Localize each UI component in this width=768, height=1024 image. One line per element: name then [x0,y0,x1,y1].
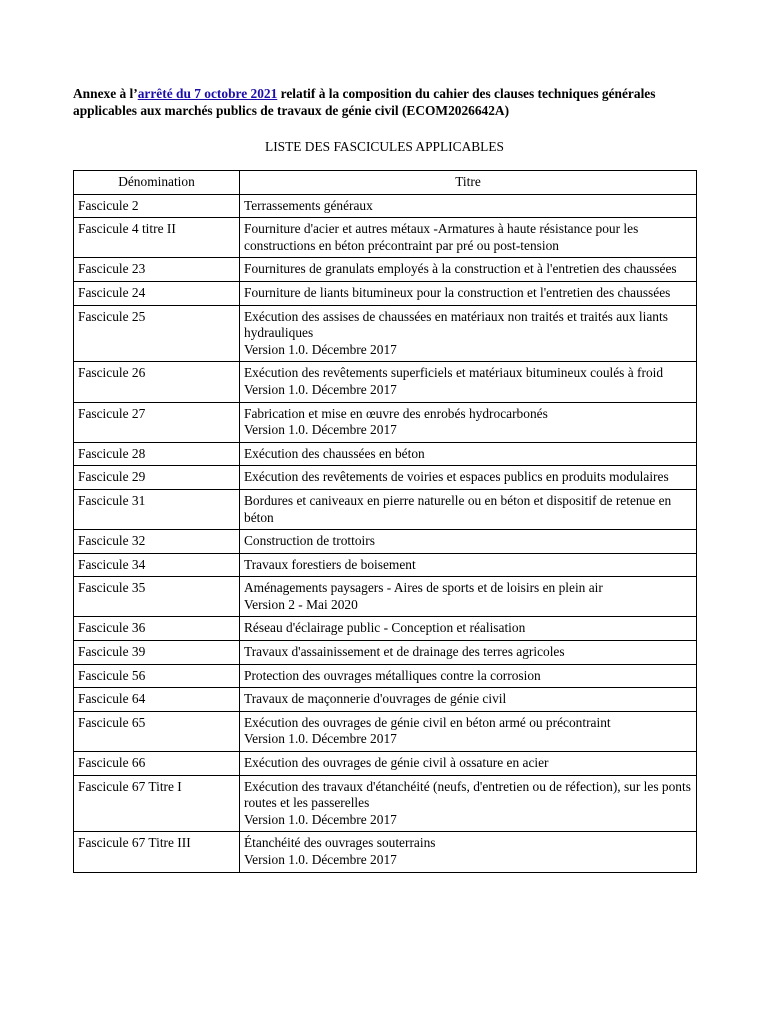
cell-titre [240,752,697,776]
cell-titre [240,832,697,872]
table-row [74,305,697,362]
cell-denomination: Fascicule 64 [74,688,240,712]
cell-denomination: Fascicule 32 [74,530,240,554]
fascicule-title: Aménagements paysagers - Aires de sports et de loisirs en plein air [244,580,603,596]
table-row [74,577,697,617]
table-row [74,466,697,490]
cell-denomination: Fascicule 26 [74,362,240,402]
cell-titre [240,641,697,665]
fascicule-title: Étanchéité des ouvrages souterrains [244,835,436,851]
cell-titre [240,577,697,617]
table-row [74,553,697,577]
fascicule-title: Exécution des ouvrages de génie civil à ossature en acier [244,755,549,771]
fascicule-version: Version 1.0. Décembre 2017 [244,731,397,747]
fascicule-title: Réseau d'éclairage public - Conception et réalisation [244,620,526,636]
cell-denomination: Fascicule 36 [74,617,240,641]
cell-denomination: Fascicule 67 Titre III [74,832,240,872]
list-title: LISTE DES FASCICULES APPLICABLES [265,139,504,154]
table-header-row [74,171,697,195]
table-row [74,442,697,466]
cell-denomination: Fascicule 25 [74,305,240,362]
heading-prefix: Annexe à l’ [73,86,138,101]
table-row [74,281,697,305]
table-row [74,402,697,442]
table-row [74,617,697,641]
fascicule-title: Bordures et caniveaux en pierre naturelle ou en béton et dispositif de retenue en béton [244,492,672,525]
annex-heading [73,85,696,119]
cell-denomination: Fascicule 2 [74,194,240,218]
table-row [74,711,697,751]
cell-titre [240,442,697,466]
cell-titre [240,194,697,218]
table-row [74,688,697,712]
column-header-titre: Titre [240,171,697,195]
fascicule-title: Exécution des revêtements de voiries et espaces publics en produits modulaires [244,469,669,485]
fascicule-title: Fourniture d'acier et autres métaux -Armatures à haute résistance pour les constructions en béton précontraint par pré ou post-tension [244,221,639,253]
cell-titre [240,281,697,305]
fascicule-title: Construction de trottoirs [244,533,375,549]
fascicule-version: Version 1.0. Décembre 2017 [244,381,397,397]
cell-titre [240,466,697,490]
fascicule-version: Version 1.0. Décembre 2017 [244,341,397,357]
cell-denomination: Fascicule 67 Titre I [74,775,240,832]
cell-denomination: Fascicule 31 [74,489,240,529]
table-row [74,641,697,665]
cell-denomination: Fascicule 34 [74,553,240,577]
cell-titre [240,711,697,751]
cell-denomination: Fascicule 24 [74,281,240,305]
heading-suffix: relatif à la composition du cahier des clauses techniques générales applicables aux marchés publics de travaux de génie civil (ECOM2026642A) [73,86,656,118]
cell-titre [240,553,697,577]
cell-denomination: Fascicule 4 titre II [74,218,240,258]
cell-titre [240,775,697,832]
table-row [74,530,697,554]
fascicule-title: Protection des ouvrages métalliques contre la corrosion [244,667,541,683]
fascicule-title: Travaux forestiers de boisement [244,556,416,572]
fascicule-title: Exécution des chaussées en béton [244,445,425,461]
cell-titre [240,617,697,641]
table-row [74,775,697,832]
cell-titre [240,258,697,282]
cell-titre [240,402,697,442]
cell-denomination: Fascicule 56 [74,664,240,688]
fascicule-version: Version 1.0. Décembre 2017 [244,811,397,827]
cell-titre [240,218,697,258]
fascicule-title: Fournitures de granulats employés à la construction et à l'entretien des chaussées [244,261,677,277]
table-row [74,218,697,258]
table-row [74,194,697,218]
fascicule-title: Fabrication et mise en œuvre des enrobés hydrocarbonés [244,405,548,421]
cell-denomination: Fascicule 23 [74,258,240,282]
fascicule-title: Exécution des assises de chaussées en matériaux non traités et traités aux liants hydrauliques [244,308,668,341]
cell-denomination: Fascicule 66 [74,752,240,776]
cell-denomination: Fascicule 27 [74,402,240,442]
fascicule-title: Terrassements généraux [244,197,373,213]
table-row [74,489,697,529]
fascicule-version: Version 1.0. Décembre 2017 [244,852,397,867]
fascicule-title: Exécution des revêtements superficiels et matériaux bitumineux coulés à froid [244,365,664,381]
column-header-denomination: Dénomination [74,171,240,195]
cell-titre [240,530,697,554]
table-body [74,194,697,872]
fascicule-title: Fourniture de liants bitumineux pour la construction et l'entretien des chaussées [244,284,671,300]
cell-denomination: Fascicule 39 [74,641,240,665]
fascicule-title: Travaux de maçonnerie d'ouvrages de génie civil [244,691,507,707]
cell-titre [240,362,697,402]
cell-denomination: Fascicule 65 [74,711,240,751]
cell-titre [240,688,697,712]
document-page [73,85,696,873]
fascicules-table [73,170,697,873]
fascicule-title: Exécution des ouvrages de génie civil en béton armé ou précontraint [244,714,611,730]
table-row [74,752,697,776]
fascicule-version: Version 1.0. Décembre 2017 [244,422,397,438]
cell-denomination: Fascicule 35 [74,577,240,617]
table-row [74,832,697,872]
table-row [74,362,697,402]
fascicule-title: Exécution des travaux d'étanchéité (neufs, d'entretien ou de réfection), sur les ponts routes et les passerelles [244,778,691,811]
arrete-link[interactable]: arrêté du 7 octobre 2021 [137,86,278,101]
cell-titre [240,664,697,688]
cell-titre [240,305,697,362]
cell-titre [240,489,697,529]
fascicule-version: Version 2 - Mai 2020 [244,596,358,612]
cell-denomination: Fascicule 28 [74,442,240,466]
table-row [74,258,697,282]
fascicule-title: Travaux d'assainissement et de drainage des terres agricoles [244,644,565,660]
cell-denomination: Fascicule 29 [74,466,240,490]
table-row [74,664,697,688]
